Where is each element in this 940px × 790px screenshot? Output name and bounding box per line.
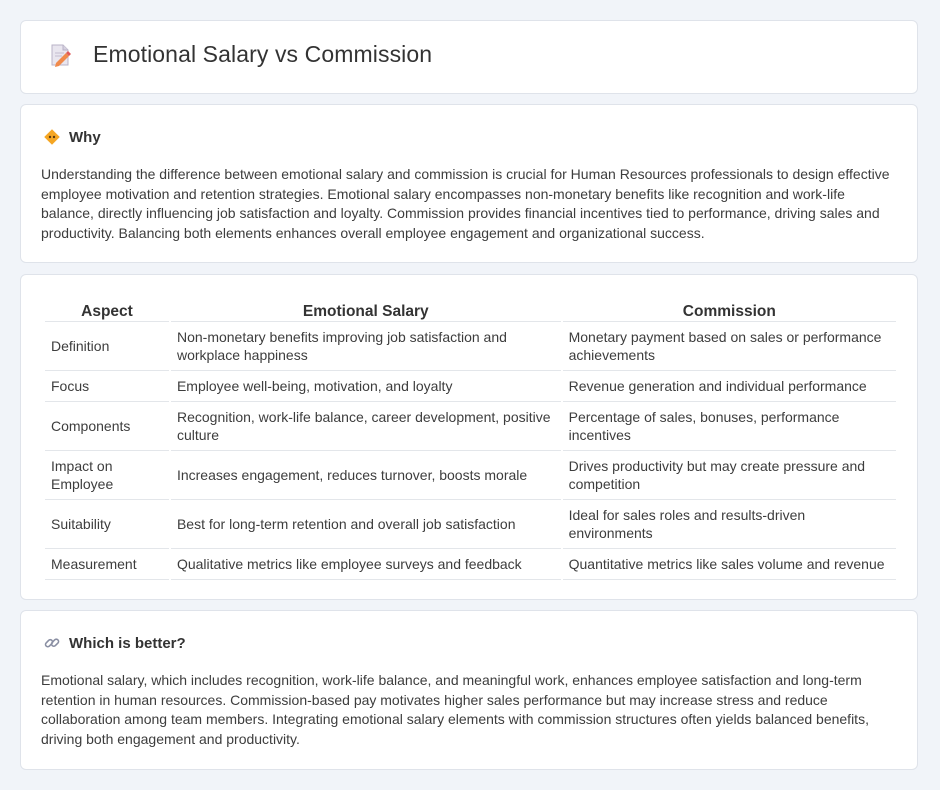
cell-emotional-salary: Increases engagement, reduces turnover, boosts morale <box>171 450 561 499</box>
cell-commission: Revenue generation and individual performance <box>563 370 896 401</box>
cell-aspect: Focus <box>45 370 169 401</box>
cell-emotional-salary: Employee well-being, motivation, and loyalty <box>171 370 561 401</box>
cell-commission: Monetary payment based on sales or performance achievements <box>563 321 896 370</box>
cell-commission: Ideal for sales roles and results-driven environments <box>563 499 896 548</box>
header-emotional-salary: Emotional Salary <box>302 303 429 320</box>
comparison-table <box>43 295 898 580</box>
link-icon <box>43 634 61 652</box>
page-title: Emotional Salary vs Commission <box>93 41 433 67</box>
better-header <box>43 634 186 652</box>
diamond-sign-icon <box>43 128 61 146</box>
header-commission: Commission <box>682 303 776 320</box>
better-text: Emotional salary, which includes recognition, work-life balance, and meaningful work, enhances employee satisfaction and long-term retention in human resources. Commission-based pay motivates higher sales performance but may increase stress and reduce collaboration among team members. Integrating emotional salary elements with commission structures often yields balanced benefits, driving both engagement and productivity. <box>41 672 869 747</box>
cell-emotional-salary: Qualitative metrics like employee surveys and feedback <box>171 548 561 580</box>
cell-aspect: Suitability <box>45 499 169 548</box>
cell-emotional-salary: Non-monetary benefits improving job satisfaction and workplace happiness <box>171 321 561 370</box>
why-section <box>20 104 918 263</box>
table-row <box>45 499 896 548</box>
document-pencil-icon <box>47 42 73 68</box>
table-header-row <box>45 295 896 321</box>
table-row <box>45 321 896 370</box>
title-card <box>20 20 918 94</box>
cell-emotional-salary: Best for long-term retention and overall job satisfaction <box>171 499 561 548</box>
table-row <box>45 370 896 401</box>
better-heading: Which is better? <box>69 634 186 652</box>
cell-aspect: Components <box>45 401 169 450</box>
why-header <box>43 128 101 146</box>
which-is-better-section <box>20 610 918 770</box>
cell-emotional-salary: Recognition, work-life balance, career development, positive culture <box>171 401 561 450</box>
cell-commission: Quantitative metrics like sales volume and revenue <box>563 548 896 580</box>
cell-commission: Percentage of sales, bonuses, performance incentives <box>563 401 896 450</box>
comparison-section <box>20 274 918 600</box>
table-row <box>45 401 896 450</box>
cell-aspect: Impact on Employee <box>45 450 169 499</box>
cell-aspect: Measurement <box>45 548 169 580</box>
table-row <box>45 548 896 580</box>
why-text: Understanding the difference between emotional salary and commission is crucial for Human Resources professionals to design effective employee motivation and retention strategies. Emotional salary encompasses non-monetary benefits like recognition and work-life balance, directly influencing job satisfaction and loyalty. Commission provides financial incentives tied to performance, driving sales and productivity. Balancing both elements enhances overall employee engagement and organizational success. <box>41 166 890 241</box>
table-row <box>45 450 896 499</box>
cell-aspect: Definition <box>45 321 169 370</box>
why-heading: Why <box>69 128 101 146</box>
header-aspect: Aspect <box>81 303 133 320</box>
cell-commission: Drives productivity but may create pressure and competition <box>563 450 896 499</box>
